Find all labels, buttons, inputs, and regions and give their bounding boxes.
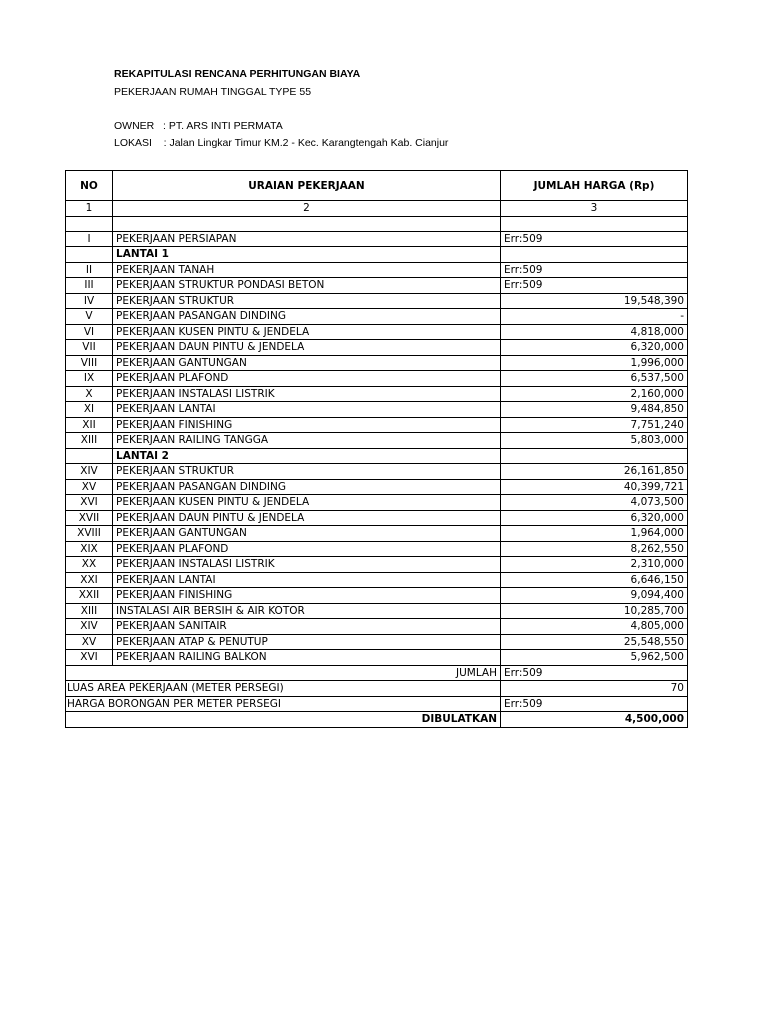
row-number: XIII xyxy=(66,433,113,449)
table-row xyxy=(66,572,688,588)
row-description: PEKERJAAN GANTUNGAN xyxy=(113,355,501,371)
row-amount: 6,537,500 xyxy=(501,371,688,387)
row-amount: 7,751,240 xyxy=(501,417,688,433)
table-row xyxy=(66,247,688,263)
table-row xyxy=(66,355,688,371)
table-row xyxy=(66,464,688,480)
row-number: XX xyxy=(66,557,113,573)
document-title: REKAPITULASI RENCANA PERHITUNGAN BIAYA xyxy=(114,68,361,80)
location-line: LOKASI : Jalan Lingkar Timur KM.2 - Kec. Karangtengah Kab. Cianjur xyxy=(114,137,449,149)
section-label: LANTAI 1 xyxy=(113,247,501,263)
row-description: PEKERJAAN INSTALASI LISTRIK xyxy=(113,557,501,573)
harga-row xyxy=(66,696,688,712)
row-amount: 4,818,000 xyxy=(501,324,688,340)
row-number: XVI xyxy=(66,495,113,511)
row-number: VII xyxy=(66,340,113,356)
table-row xyxy=(66,433,688,449)
row-amount: 6,320,000 xyxy=(501,340,688,356)
row-number: XVII xyxy=(66,510,113,526)
row-number: X xyxy=(66,386,113,402)
row-description: PEKERJAAN PLAFOND xyxy=(113,371,501,387)
table-row xyxy=(66,278,688,294)
row-amount: 26,161,850 xyxy=(501,464,688,480)
table-row xyxy=(66,603,688,619)
luas-value: 70 xyxy=(501,681,688,697)
row-amount: 1,964,000 xyxy=(501,526,688,542)
row-amount: 8,262,550 xyxy=(501,541,688,557)
row-number xyxy=(66,247,113,263)
row-number: XV xyxy=(66,634,113,650)
row-amount: 19,548,390 xyxy=(501,293,688,309)
table-row xyxy=(66,619,688,635)
table-row xyxy=(66,510,688,526)
row-number: XIV xyxy=(66,619,113,635)
row-number: XII xyxy=(66,417,113,433)
header-amount: JUMLAH HARGA (Rp) xyxy=(501,171,688,201)
row-number: IX xyxy=(66,371,113,387)
row-number: XI xyxy=(66,402,113,418)
row-description: PEKERJAAN PLAFOND xyxy=(113,541,501,557)
row-description: PEKERJAAN LANTAI xyxy=(113,402,501,418)
row-number: XXI xyxy=(66,572,113,588)
table-row xyxy=(66,402,688,418)
row-number: XIV xyxy=(66,464,113,480)
table-row xyxy=(66,634,688,650)
table-row xyxy=(66,588,688,604)
harga-label: HARGA BORONGAN PER METER PERSEGI xyxy=(66,696,501,712)
row-description: PEKERJAAN KUSEN PINTU & JENDELA xyxy=(113,495,501,511)
table-row xyxy=(66,541,688,557)
row-number: VI xyxy=(66,324,113,340)
row-amount: - xyxy=(501,309,688,325)
row-amount: 2,160,000 xyxy=(501,386,688,402)
row-description: PEKERJAAN DAUN PINTU & JENDELA xyxy=(113,340,501,356)
table-row xyxy=(66,479,688,495)
header-no: NO xyxy=(66,171,113,201)
row-number: XIX xyxy=(66,541,113,557)
dibulatkan-value: 4,500,000 xyxy=(501,712,688,728)
row-amount: 6,646,150 xyxy=(501,572,688,588)
section-label: LANTAI 2 xyxy=(113,448,501,464)
row-description: PEKERJAAN TANAH xyxy=(113,262,501,278)
row-description: PEKERJAAN SANITAIR xyxy=(113,619,501,635)
table-row xyxy=(66,309,688,325)
table-row xyxy=(66,371,688,387)
row-description: PEKERJAAN FINISHING xyxy=(113,417,501,433)
table-row xyxy=(66,340,688,356)
row-description: PEKERJAAN PASANGAN DINDING xyxy=(113,479,501,495)
table-row xyxy=(66,448,688,464)
luas-row xyxy=(66,681,688,697)
harga-value: Err:509 xyxy=(501,696,688,712)
row-amount: 4,805,000 xyxy=(501,619,688,635)
row-number: I xyxy=(66,231,113,247)
table-header-row xyxy=(66,171,688,201)
row-number: XIII xyxy=(66,603,113,619)
jumlah-value: Err:509 xyxy=(501,665,688,681)
row-amount: 1,996,000 xyxy=(501,355,688,371)
row-description: PEKERJAAN INSTALASI LISTRIK xyxy=(113,386,501,402)
row-description: PEKERJAAN RAILING TANGGA xyxy=(113,433,501,449)
table-row xyxy=(66,557,688,573)
row-description: PEKERJAAN ATAP & PENUTUP xyxy=(113,634,501,650)
row-description: PEKERJAAN STRUKTUR xyxy=(113,464,501,480)
row-amount xyxy=(501,247,688,263)
column-number: 1 xyxy=(66,201,113,217)
row-amount: Err:509 xyxy=(501,231,688,247)
owner-line: OWNER : PT. ARS INTI PERMATA xyxy=(114,120,283,132)
table-row xyxy=(66,262,688,278)
row-amount: 9,484,850 xyxy=(501,402,688,418)
row-number: III xyxy=(66,278,113,294)
table-row xyxy=(66,650,688,666)
row-number: IV xyxy=(66,293,113,309)
dibulatkan-row xyxy=(66,712,688,728)
blank-cell xyxy=(501,216,688,231)
row-description: PEKERJAAN PASANGAN DINDING xyxy=(113,309,501,325)
row-description: PEKERJAAN STRUKTUR xyxy=(113,293,501,309)
row-number: V xyxy=(66,309,113,325)
row-amount: 10,285,700 xyxy=(501,603,688,619)
dibulatkan-label: DIBULATKAN xyxy=(66,712,501,728)
row-amount xyxy=(501,448,688,464)
row-description: PEKERJAAN RAILING BALKON xyxy=(113,650,501,666)
document-subtitle: PEKERJAAN RUMAH TINGGAL TYPE 55 xyxy=(114,86,312,98)
row-amount: Err:509 xyxy=(501,278,688,294)
table-row xyxy=(66,495,688,511)
table-row xyxy=(66,231,688,247)
table-row xyxy=(66,293,688,309)
row-number xyxy=(66,448,113,464)
header-description: URAIAN PEKERJAAN xyxy=(113,171,501,201)
row-number: XV xyxy=(66,479,113,495)
cost-recap-table xyxy=(65,170,688,728)
jumlah-row xyxy=(66,665,688,681)
blank-cell xyxy=(66,216,113,231)
row-amount: 9,094,400 xyxy=(501,588,688,604)
row-description: INSTALASI AIR BERSIH & AIR KOTOR xyxy=(113,603,501,619)
column-number: 2 xyxy=(113,201,501,217)
row-description: PEKERJAAN GANTUNGAN xyxy=(113,526,501,542)
row-number: VIII xyxy=(66,355,113,371)
row-description: PEKERJAAN LANTAI xyxy=(113,572,501,588)
column-number-row xyxy=(66,201,688,217)
row-amount: 40,399,721 xyxy=(501,479,688,495)
jumlah-label: JUMLAH xyxy=(66,665,501,681)
row-number: XXII xyxy=(66,588,113,604)
table-row xyxy=(66,386,688,402)
row-description: PEKERJAAN FINISHING xyxy=(113,588,501,604)
row-amount: 5,803,000 xyxy=(501,433,688,449)
row-description: PEKERJAAN KUSEN PINTU & JENDELA xyxy=(113,324,501,340)
blank-row xyxy=(66,216,688,231)
table-row xyxy=(66,526,688,542)
row-number: II xyxy=(66,262,113,278)
table-row xyxy=(66,417,688,433)
luas-label: LUAS AREA PEKERJAAN (METER PERSEGI) xyxy=(66,681,501,697)
row-amount: 25,548,550 xyxy=(501,634,688,650)
column-number: 3 xyxy=(501,201,688,217)
table-row xyxy=(66,324,688,340)
row-description: PEKERJAAN DAUN PINTU & JENDELA xyxy=(113,510,501,526)
row-amount: Err:509 xyxy=(501,262,688,278)
row-amount: 6,320,000 xyxy=(501,510,688,526)
row-description: PEKERJAAN PERSIAPAN xyxy=(113,231,501,247)
row-number: XVI xyxy=(66,650,113,666)
blank-cell xyxy=(113,216,501,231)
row-amount: 4,073,500 xyxy=(501,495,688,511)
row-amount: 5,962,500 xyxy=(501,650,688,666)
row-number: XVIII xyxy=(66,526,113,542)
row-amount: 2,310,000 xyxy=(501,557,688,573)
row-description: PEKERJAAN STRUKTUR PONDASI BETON xyxy=(113,278,501,294)
